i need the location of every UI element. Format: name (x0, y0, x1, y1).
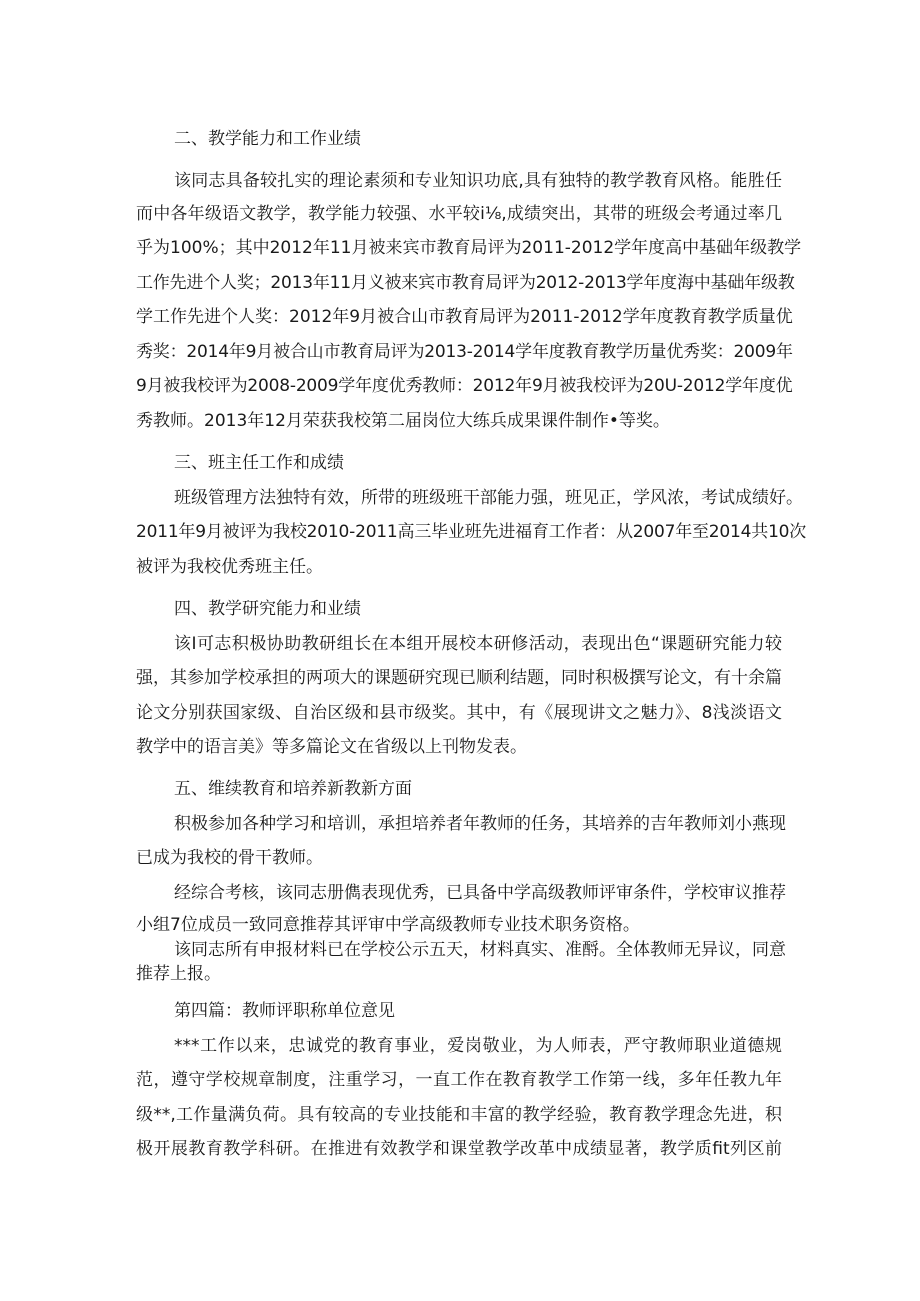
paragraph-line: 乎为100%；其中2012年11月被来宾市教育局评为2011-2012学年度高中基础年级教学 (136, 238, 802, 258)
paragraph-line: 推荐上报。 (136, 964, 221, 984)
paragraph-line: 强，其参加学校承担的两项大的课题研究现已顺利结题，同时积极撰写论文，有十余篇 (136, 668, 782, 688)
paragraph-line: 班级管理方法独特有效，所带的班级班干部能力强，班见正，学风浓，考试成绩好。 (174, 488, 803, 508)
paragraph-line: 该同志所有申报材料已在学校公示五天，材料真实、准酹。全体教师无异议，同意 (174, 940, 786, 960)
paragraph-line: 小组7位成员一致同意推荐其评审中学高级教师专业技术职务资格。 (136, 915, 640, 935)
paragraph-line: 已成为我校的骨干教师。 (136, 848, 323, 868)
paragraph-line: 极开展教育教学科研。在推进有效教学和课堂教学改革中成绩显著，教学质fit列区前 (136, 1139, 782, 1159)
section-heading-class-teacher: 三、班主任工作和成绩 (174, 453, 344, 473)
paragraph-line: 秀奖：2014年9月被合山市教育局评为2013-2014学年度教育教学历量优秀奖：2009年 (136, 342, 793, 362)
paragraph-line: 经综合考核，该同志册儁表现优秀，已具备中学高级教师评审条件，学校审议推荐 (174, 883, 786, 903)
paragraph-line: 学工作先进个人奖：2012年9月被合山市教育局评为2011-2012学年度教育教学质量优 (136, 307, 793, 327)
paragraph-line: 该同志具备较扎实的理论素须和专业知识功底,具有独特的教学教育风格。能胜任 (174, 171, 782, 191)
paragraph-line: 该I可志积极协助教研组长在本组开展校本研修活动，表现出色“课题研究能力较 (174, 634, 782, 654)
paragraph-line: 工作先进个人奖；2013年11月义被来宾市教育局评为2012-2013学年度海中基础年级教 (136, 273, 795, 293)
paragraph-line: 而中各年级语文教学，教学能力较强、水平较i⅛,成绩突出，其带的班级会考通过率几 (136, 204, 782, 224)
paragraph-line: 积极参加各种学习和培训，承担培养者年教师的任务，其培养的吉年教师刘小燕现 (174, 814, 786, 834)
section-heading-continuing-education: 五、维续教育和培养新教新方面 (174, 779, 412, 799)
chapter-heading-unit-opinion: 第四篇：教师评职称单位意见 (174, 1001, 395, 1021)
paragraph-line: 9月被我校评为2008-2009学年度优秀教师：2012年9月被我校评为20U-2012学年度优 (136, 376, 793, 396)
paragraph-line: 2011年9月被评为我校2010-2011高三毕业班先进福育工作者：从2007年至2014共10次 (136, 522, 807, 542)
section-heading-teaching-ability: 二、教学能力和工作业绩 (174, 129, 361, 149)
section-heading-research: 四、教学研究能力和业绩 (174, 599, 361, 619)
paragraph-line: 教学中的语言美》等多篇论文在省级以上刊物发表。 (136, 737, 527, 757)
paragraph-line: 秀教师。2013年12月荣获我校第二届岗位大练兵成果课件制作•等奖。 (136, 411, 670, 431)
paragraph-line: 范，遵守学校规章制度，注重学习，一直工作在教育教学工作第一线，多年任教九年 (136, 1070, 782, 1090)
paragraph-line: 被评为我校优秀班主任。 (136, 557, 323, 577)
paragraph-line: 论文分别获国家级、自治区级和县市级奖。其中，有《展现讲文之魅力》、8浅淡语文 (136, 703, 782, 723)
paragraph-line: 级**,工作量满负荷。具有较高的专业技能和丰富的教学经验，教育教学理念先进，积 (136, 1105, 782, 1125)
paragraph-line: ***工作以来，忠诚党的教育事业，爱岗敬业，为人师表，严守教师职业道德规 (174, 1036, 782, 1056)
